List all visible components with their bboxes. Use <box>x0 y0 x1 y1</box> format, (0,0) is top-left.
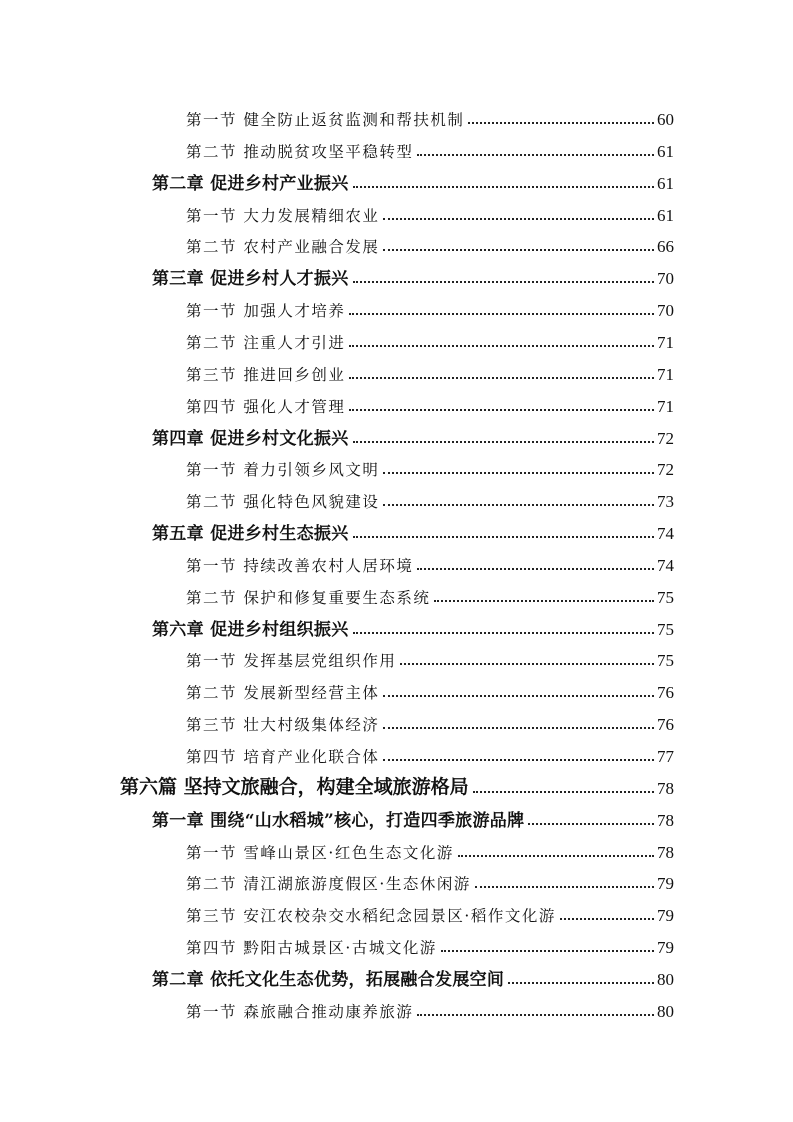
dot-leader <box>353 281 654 283</box>
dot-leader <box>383 504 654 506</box>
toc-entry-title: 第二节 推动脱贫攻坚平稳转型 <box>186 142 414 161</box>
toc-entry-title: 第一节 加强人才培养 <box>186 302 346 321</box>
dot-leader <box>508 982 654 984</box>
toc-section-entry[interactable] <box>186 896 674 926</box>
dot-leader <box>475 886 654 888</box>
toc-section-entry[interactable] <box>186 673 674 703</box>
toc-entry-title: 第五章 促进乡村生态振兴 <box>152 524 349 545</box>
toc-section-entry[interactable] <box>186 864 674 894</box>
toc-entry-title: 第二节 强化特色风貌建设 <box>186 493 380 512</box>
toc-entry-page-number: 76 <box>657 683 674 703</box>
toc-entry-title: 第一节 健全防止返贫监测和帮扶机制 <box>186 111 465 129</box>
toc-entry-page-number: 75 <box>657 587 674 607</box>
toc-entry-page-number: 79 <box>657 938 674 958</box>
dot-leader <box>349 377 654 379</box>
toc-chapter-entry[interactable] <box>152 514 674 544</box>
toc-chapter-entry[interactable] <box>152 419 674 449</box>
toc-section-entry[interactable] <box>186 132 674 162</box>
toc-entry-page-number: 70 <box>657 269 674 289</box>
toc-entry-title: 第二节 注重人才引进 <box>186 333 346 352</box>
toc-entry-page-number: 70 <box>657 301 674 321</box>
dot-leader <box>434 600 654 602</box>
toc-entry-title: 第二章 促进乡村产业振兴 <box>152 173 349 194</box>
toc-entry-page-number: 79 <box>657 906 674 926</box>
toc-entry-title: 第二节 农村产业融合发展 <box>186 238 380 257</box>
toc-entry-page-number: 79 <box>657 874 674 894</box>
toc-entry-page-number: 78 <box>657 810 674 830</box>
dot-leader <box>417 1014 654 1016</box>
dot-leader <box>400 663 654 665</box>
toc-section-entry[interactable] <box>186 833 674 863</box>
toc-section-entry[interactable] <box>186 355 674 385</box>
dot-leader <box>383 249 654 251</box>
toc-section-entry[interactable] <box>186 705 674 735</box>
toc-entry-title: 第四节 黔阳古城景区·古城文化游 <box>186 939 437 958</box>
toc-entry-title: 第一节 大力发展精细农业 <box>186 206 380 225</box>
toc-entry-title: 第一节 雪峰山景区·红色生态文化游 <box>186 843 454 862</box>
toc-entry-title: 第二节 保护和修复重要生态系统 <box>186 588 431 607</box>
toc-section-entry[interactable] <box>186 641 674 671</box>
toc-entry-title: 第四章 促进乡村文化振兴 <box>152 428 349 449</box>
dot-leader <box>417 154 654 156</box>
toc-entry-title: 第二章 依托文化生态优势，拓展融合发展空间 <box>152 969 505 990</box>
toc-section-entry[interactable] <box>186 546 674 576</box>
toc-entry-page-number: 75 <box>657 619 674 639</box>
dot-leader <box>458 855 654 857</box>
dot-leader <box>353 632 654 634</box>
toc-entry-page-number: 72 <box>657 428 674 448</box>
toc-chapter-entry[interactable] <box>152 801 674 831</box>
toc-entry-title: 第二节 清江湖旅游度假区·生态休闲游 <box>186 875 471 894</box>
dot-leader <box>560 918 654 920</box>
toc-entry-page-number: 74 <box>657 555 674 575</box>
toc-section-entry[interactable] <box>186 100 674 130</box>
toc-entry-title: 第一节 持续改善农村人居环境 <box>186 556 414 575</box>
toc-chapter-entry[interactable] <box>152 610 674 640</box>
toc-entry-page-number: 61 <box>657 173 674 193</box>
dot-leader <box>528 823 654 825</box>
toc-section-entry[interactable] <box>186 323 674 353</box>
dot-leader <box>353 536 654 538</box>
toc-entry-page-number: 80 <box>657 1001 674 1021</box>
toc-entry-page-number: 74 <box>657 524 674 544</box>
dot-leader <box>383 695 654 697</box>
toc-entry-title: 第一节 发挥基层党组织作用 <box>186 652 397 671</box>
toc-entry-page-number: 72 <box>657 460 674 480</box>
toc-entry-page-number: 80 <box>657 969 674 989</box>
dot-leader <box>383 472 654 474</box>
dot-leader <box>353 186 654 188</box>
dot-leader <box>383 727 654 729</box>
toc-entry-page-number: 71 <box>657 396 674 416</box>
toc-section-entry[interactable] <box>186 450 674 480</box>
toc-entry-page-number: 76 <box>657 715 674 735</box>
toc-entry-page-number: 75 <box>657 651 674 671</box>
toc-entry-title: 第四节 强化人才管理 <box>186 397 346 416</box>
dot-leader <box>417 568 654 570</box>
dot-leader <box>353 441 654 443</box>
dot-leader <box>349 345 654 347</box>
toc-section-entry[interactable] <box>186 992 674 1022</box>
toc-section-entry[interactable] <box>186 387 674 417</box>
toc-entry-page-number: 60 <box>657 110 674 129</box>
toc-entry-title: 第一节 森旅融合推动康养旅游 <box>186 1002 414 1021</box>
toc-entry-page-number: 61 <box>657 141 674 161</box>
toc-entry-title: 第六章 促进乡村组织振兴 <box>152 619 349 640</box>
toc-entry-title: 第四节 培育产业化联合体 <box>186 748 380 766</box>
toc-entry-page-number: 78 <box>657 778 674 798</box>
toc-entry-page-number: 71 <box>657 364 674 384</box>
toc-entry-page-number: 66 <box>657 237 674 257</box>
dot-leader <box>473 791 654 793</box>
toc-part-entry[interactable] <box>120 769 674 799</box>
toc-section-entry[interactable] <box>186 227 674 257</box>
toc-entry-page-number: 78 <box>657 842 674 862</box>
toc-chapter-entry[interactable] <box>152 164 674 194</box>
toc-entry-title: 第六篇 坚持文旅融合，构建全域旅游格局 <box>120 775 469 798</box>
dot-leader <box>383 759 654 761</box>
dot-leader <box>383 218 654 220</box>
toc-entry-title: 第三节 安江农校杂交水稻纪念园景区·稻作文化游 <box>186 907 556 926</box>
toc-entry-title: 第二节 发展新型经营主体 <box>186 684 380 703</box>
toc-section-entry[interactable] <box>186 737 674 767</box>
toc-entry-title: 第三节 推进回乡创业 <box>186 365 346 384</box>
toc-entry-title: 第三节 壮大村级集体经济 <box>186 716 380 735</box>
dot-leader <box>468 122 654 124</box>
dot-leader <box>441 950 654 952</box>
toc-section-entry[interactable] <box>186 196 674 226</box>
dot-leader <box>349 313 654 315</box>
toc-chapter-entry[interactable] <box>152 960 674 990</box>
toc-entry-title: 第一章 围绕“山水稻城”核心，打造四季旅游品牌 <box>152 810 525 831</box>
toc-section-entry[interactable] <box>186 482 674 512</box>
dot-leader <box>349 409 654 411</box>
toc-entry-title: 第一节 着力引领乡风文明 <box>186 461 380 480</box>
toc-section-entry[interactable] <box>186 928 674 958</box>
toc-chapter-entry[interactable] <box>152 259 674 289</box>
toc-section-entry[interactable] <box>186 291 674 321</box>
toc-entry-page-number: 73 <box>657 492 674 512</box>
toc-section-entry[interactable] <box>186 578 674 608</box>
toc-entry-title: 第三章 促进乡村人才振兴 <box>152 269 349 290</box>
toc-entry-page-number: 61 <box>657 205 674 225</box>
toc-entry-page-number: 71 <box>657 332 674 352</box>
toc-entry-page-number: 77 <box>657 747 674 766</box>
